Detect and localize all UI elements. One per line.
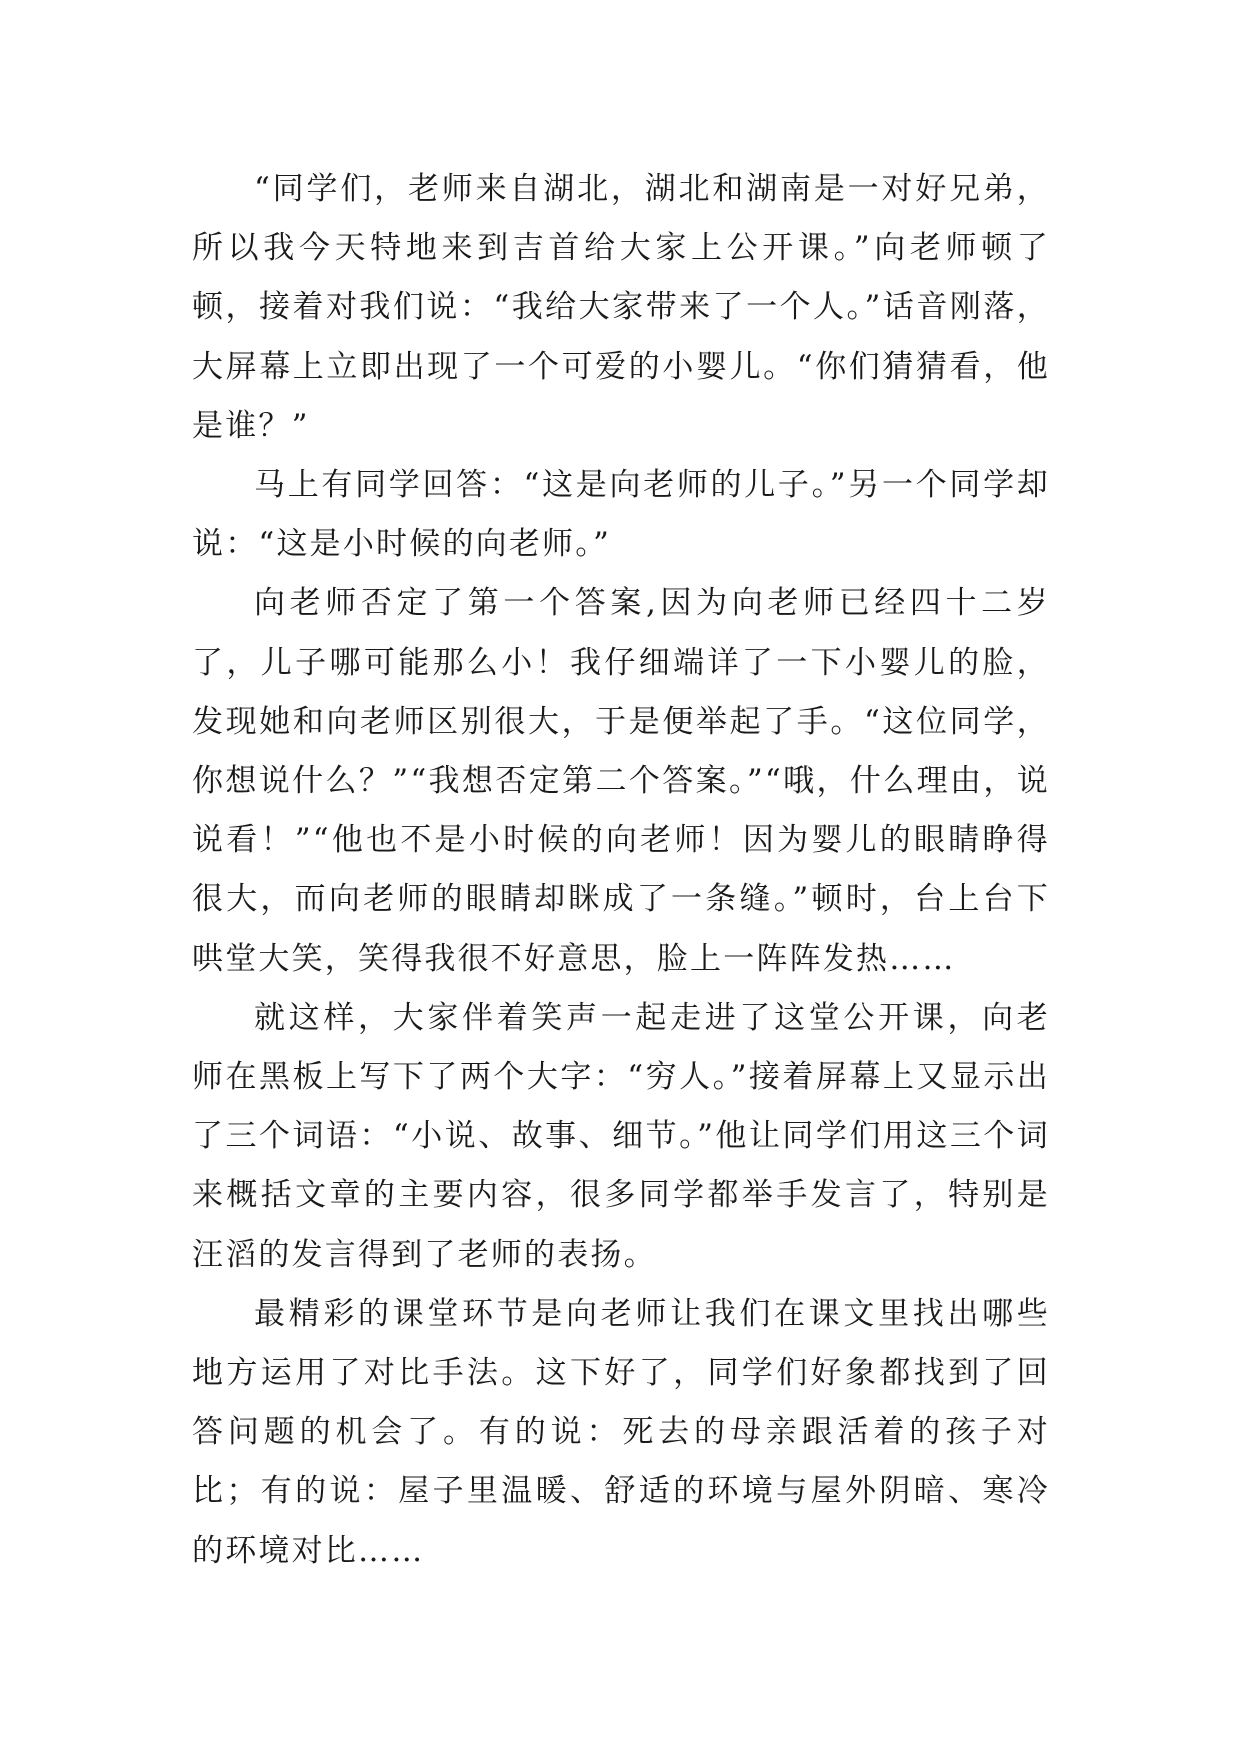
document-body [192,160,1050,1581]
paragraph-2: 马上有同学回答：“这是向老师的儿子。”另一个同学却说：“这是小时候的向老师。” [192,467,1050,563]
paragraph-3: 向老师否定了第一个答案,因为向老师已经四十二岁了，儿子哪可能那么小！我仔细端详了一下小婴儿的脸，发现她和向老师区别很大，于是便举起了手。“这位同学，你想说什么？”“我想否定第二个答案。”“哦，什么理由，说说看！”“他也不是小时候的向老师！因为婴儿的眼睛睁得很大，而向老师的眼睛却眯成了一条缝。”顿时，台上台下哄堂大笑，笑得我很不好意思，脸上一阵阵发热…… [192,585,1050,977]
paragraph-1: “同学们，老师来自湖北，湖北和湖南是一对好兄弟，所以我今天特地来到吉首给大家上公开课。”向老师顿了顿，接着对我们说：“我给大家带来了一个人。”话音刚落，大屏幕上立即出现了一个可爱的小婴儿。“你们猜猜看，他是谁？” [192,171,1050,444]
paragraph-4: 就这样，大家伴着笑声一起走进了这堂公开课，向老师在黑板上写下了两个大字：“穷人。”接着屏幕上又显示出了三个词语：“小说、故事、细节。”他让同学们用这三个词来概括文章的主要内容，很多同学都举手发言了，特别是汪滔的发言得到了老师的表扬。 [192,999,1050,1273]
paragraph-5: 最精彩的课堂环节是向老师让我们在课文里找出哪些地方运用了对比手法。这下好了，同学们好象都找到了回答问题的机会了。有的说：死去的母亲跟活着的孩子对比；有的说：屋子里温暖、舒适的环境与屋外阴暗、寒冷的环境对比…… [192,1295,1050,1569]
